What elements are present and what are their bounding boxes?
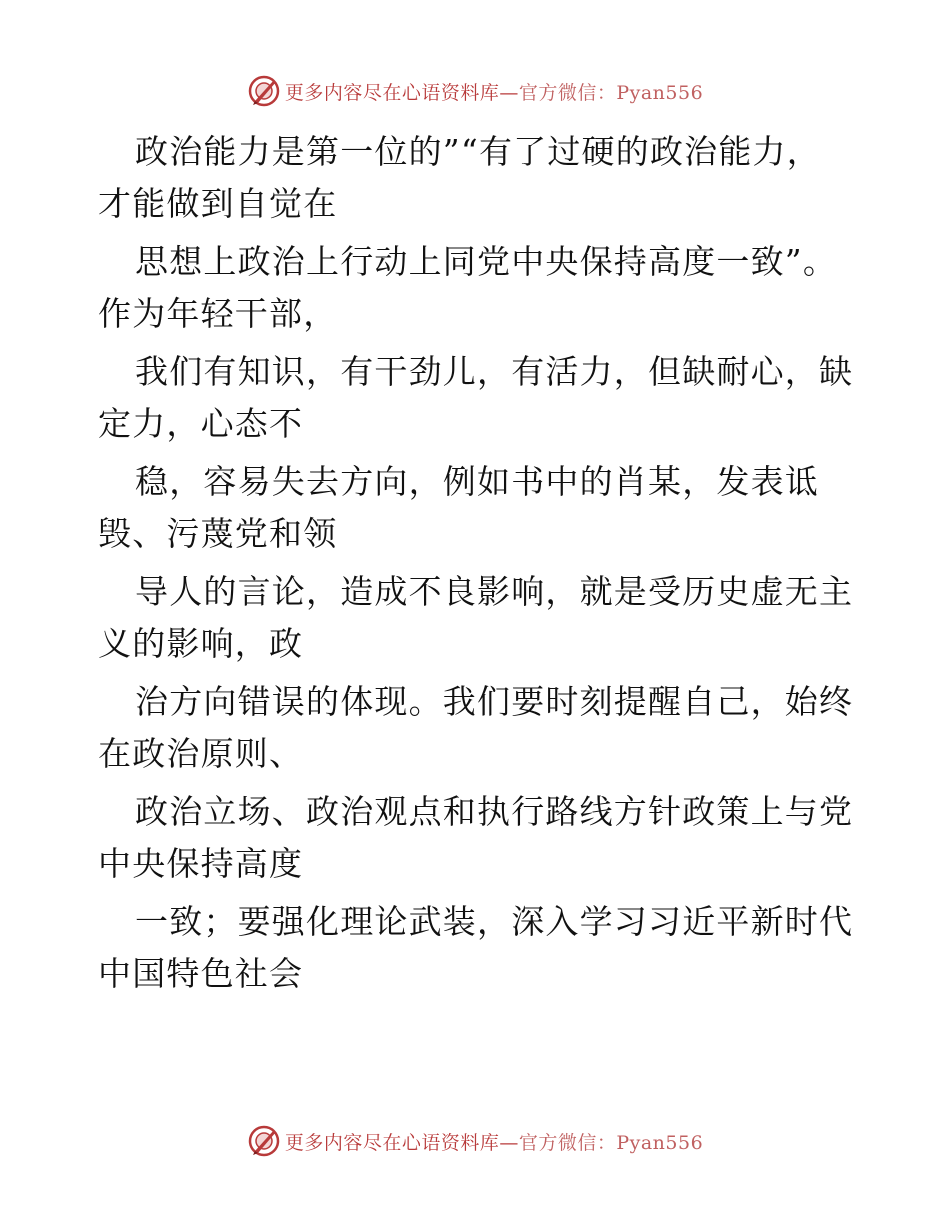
pen-logo-icon	[247, 1124, 281, 1158]
paragraph-6-line-1: 政治立场、政治观点和执行路线方针政策上与党	[135, 792, 854, 831]
paragraph-3-line-2: 毁、污蔑党和领	[98, 514, 338, 553]
footer-dash: —	[499, 1131, 519, 1154]
paragraph-1-line-2: 作为年轻干部，	[98, 294, 338, 333]
paragraph-4-line-2: 义的影响，政	[98, 624, 304, 663]
paragraph-4-line-1: 导人的言论，造成不良影响，就是受历史虚无主	[135, 572, 854, 611]
footer-text	[285, 1128, 703, 1155]
paragraph-2-line-2: 定力，心态不	[98, 404, 304, 443]
paragraph-5-line-2: 在政治原则、	[98, 734, 304, 773]
paragraph-1-line-1: 思想上政治上行动上同党中央保持高度一致”。	[135, 242, 838, 281]
header-dash: —	[499, 81, 519, 104]
paragraph-0-line-1: 政治能力是第一位的”“有了过硬的政治能力，	[135, 132, 821, 171]
document-body	[98, 126, 858, 1006]
pen-logo-icon	[247, 74, 281, 108]
footer-wechat-text: 官方微信：Pyan556	[518, 1131, 704, 1154]
paragraph-2-line-1: 我们有知识，有干劲儿，有活力，但缺耐心，缺	[135, 352, 854, 391]
header-text	[285, 78, 703, 105]
footer-site-text: 更多内容尽在心语资料库	[284, 1131, 500, 1154]
paragraph-3-line-1: 稳，容易失去方向，例如书中的肖某，发表诋	[135, 462, 819, 501]
header-banner	[0, 71, 950, 111]
paragraph-7-line-2: 中国特色社会	[98, 954, 304, 993]
footer-banner	[0, 1121, 950, 1161]
header-wechat-text: 官方微信：Pyan556	[518, 81, 704, 104]
paragraph-6-line-2: 中央保持高度	[98, 844, 304, 883]
header-site-text: 更多内容尽在心语资料库	[284, 81, 500, 104]
paragraph-0-line-2: 才能做到自觉在	[98, 184, 338, 223]
paragraph-7-line-1: 一致；要强化理论武装，深入学习习近平新时代	[135, 902, 854, 941]
paragraph-5-line-1: 治方向错误的体现。我们要时刻提醒自己，始终	[135, 682, 854, 721]
